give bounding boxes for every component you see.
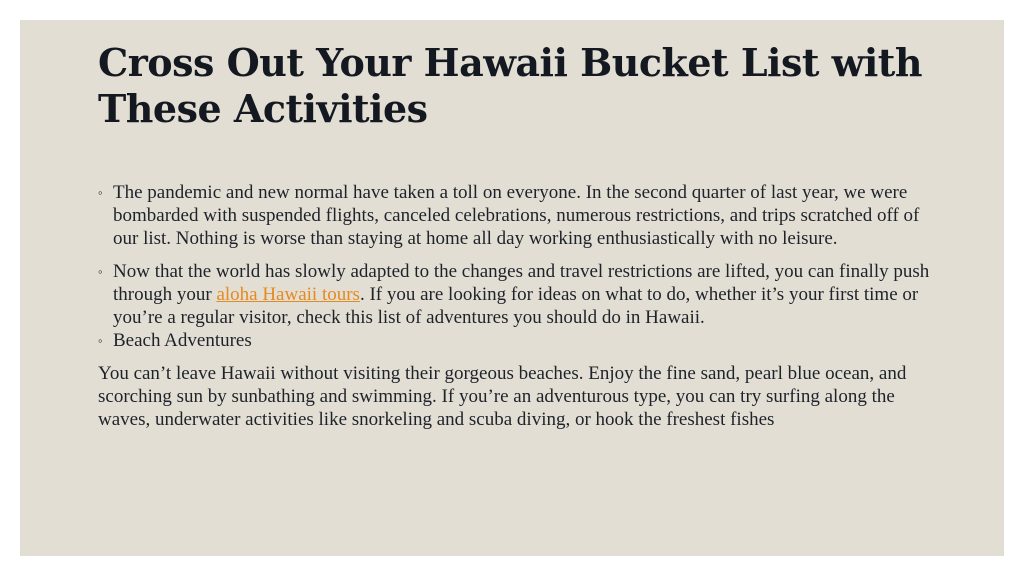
bullet-text: Beach Adventures <box>113 330 252 351</box>
bullet-list <box>98 181 932 352</box>
aloha-hawaii-tours-link[interactable]: aloha Hawaii tours <box>216 284 360 305</box>
bullet-circle-icon: ◦ <box>98 333 103 348</box>
bullet-item-aloha-tours <box>98 260 932 329</box>
bullet-text: The pandemic and new normal have taken a toll on everyone. In the second quarter of last year, we were bombarded with suspended flights, canceled celebrations, numerous restrictions, and trips scratched off of our list. Nothing is worse than staying at home all day working enthusiastically with no leisure. <box>113 182 920 249</box>
bullet-text-before-link: Now that the world has slowly adapted to the changes and travel restrictions are lifted, you can finally push through your <box>113 261 930 305</box>
slide-title: Cross Out Your Hawaii Bucket List with These Activities <box>98 40 922 131</box>
beach-paragraph: You can’t leave Hawaii without visiting their gorgeous beaches. Enjoy the fine sand, pearl blue ocean, and scorching sun by sunbathing and swimming. If you’re an adventurous type, you can try surfing along the waves, underwater activities like snorkeling and scuba diving, or hook the freshest fishes <box>98 363 907 430</box>
slide-content <box>98 181 932 431</box>
bullet-item-beach-adventures <box>98 329 932 352</box>
slide <box>20 20 1004 556</box>
bullet-text-after-link: . If you are looking for ideas on what to do, whether it’s your first time or you’re a regular visitor, check this list of adventures you should do in Hawaii. <box>113 284 919 328</box>
bullet-circle-icon: ◦ <box>98 264 103 279</box>
bullet-circle-icon: ◦ <box>98 185 103 200</box>
bullet-item-pandemic <box>98 181 932 250</box>
